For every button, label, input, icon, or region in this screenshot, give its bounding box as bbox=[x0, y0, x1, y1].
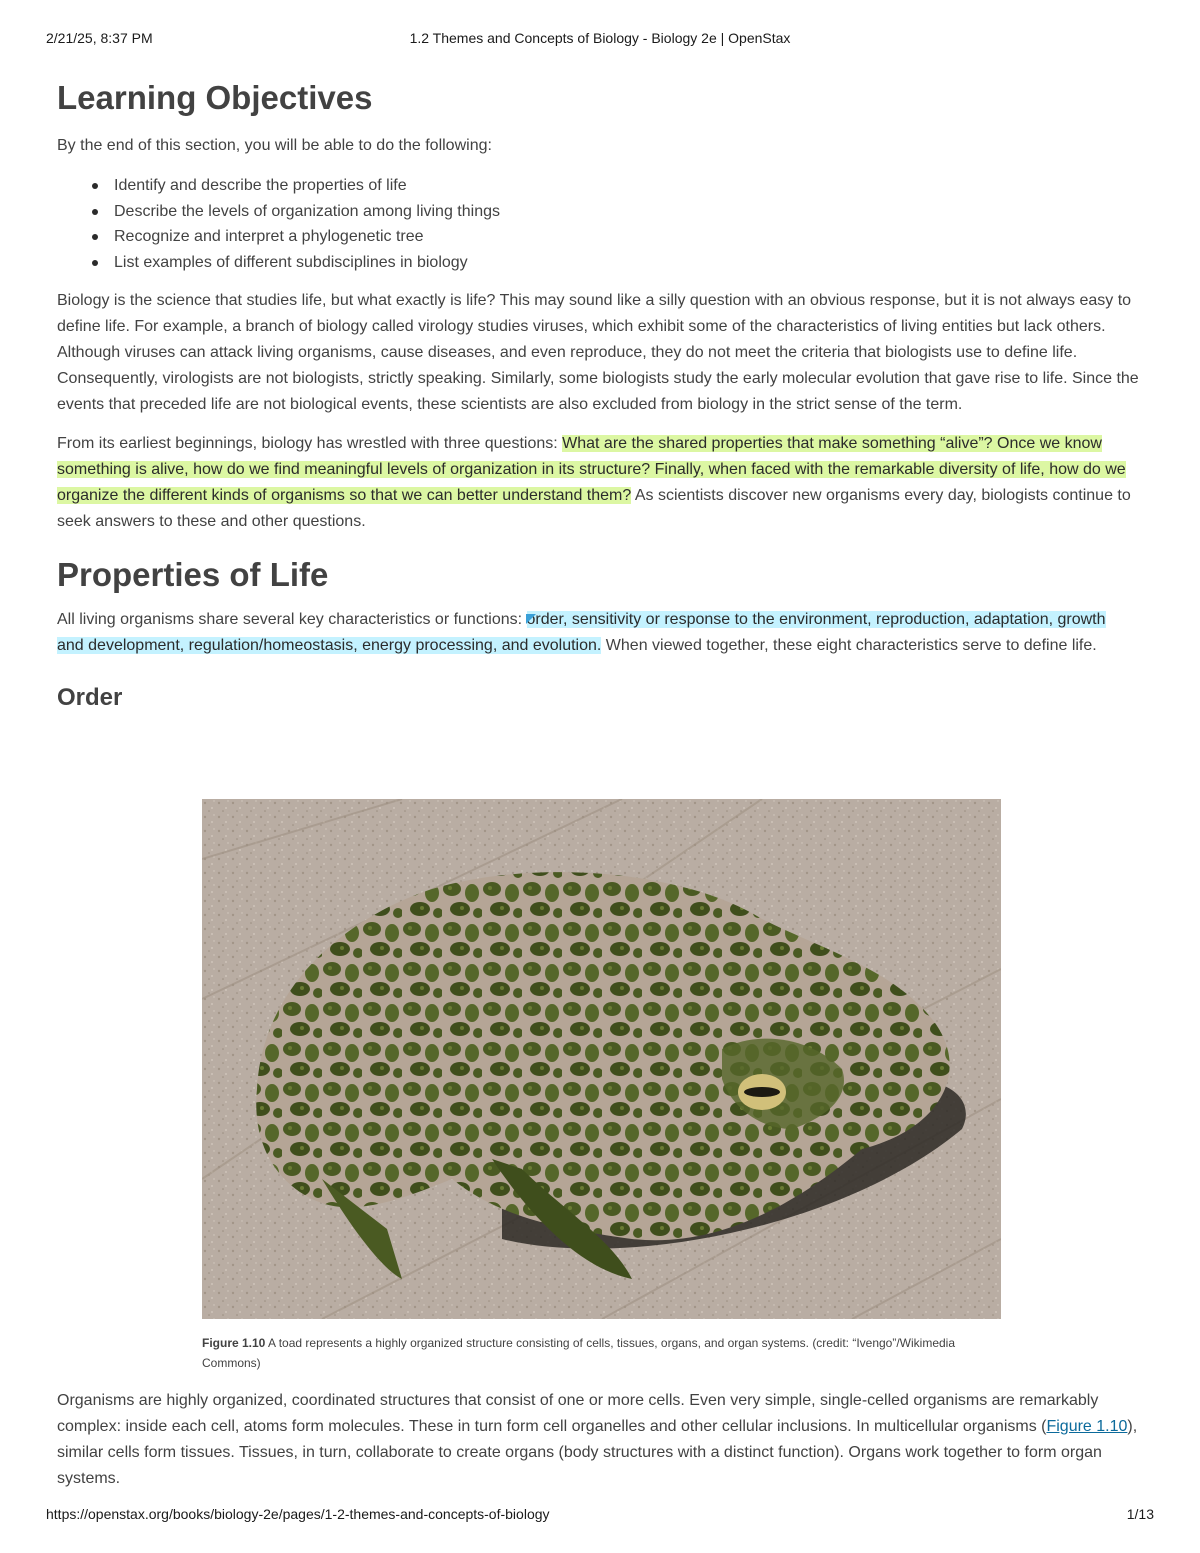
organisms-paragraph bbox=[57, 1388, 1147, 1492]
print-url: https://openstax.org/books/biology-2e/pages/1-2-themes-and-concepts-of-biology bbox=[46, 1506, 550, 1522]
objective-item: Describe the levels of organization among living things bbox=[114, 199, 1147, 225]
biology-definition-paragraph: Biology is the science that studies life, but what exactly is life? This may sound like a silly question with an obvious response, but it is not always easy to define life. For example, a branch of biology called virology studies viruses, which exhibit some of the characteristics of living entities but lack others. Although viruses can attack living organisms, cause diseases, and even reproduce, they do not meet the criteria that biologists use to define life. Consequently, virologists are not biologists, strictly speaking. Similarly, some biologists study the early molecular evolution that gave rise to life. Since the events that preceded life are not biological events, these scientists are also excluded from biology in the strict sense of the term. bbox=[57, 292, 1139, 413]
highlighted-properties[interactable]: order, sensitivity or response to the environment, reproduction, adaptation, growth and development, regulation/homeostasis, energy processing, and evolution. bbox=[57, 611, 1106, 654]
print-header bbox=[46, 30, 1154, 50]
properties-intro-text: All living organisms share several key characteristics or functions: bbox=[57, 611, 527, 628]
print-page-title: 1.2 Themes and Concepts of Biology - Biology 2e | OpenStax bbox=[409, 30, 791, 46]
questions-outro-text: As scientists discover new organisms every day, biologists continue to seek answers to these and other questions. bbox=[57, 487, 1131, 530]
highlighted-questions[interactable]: What are the shared properties that make something “alive”? Once we know something is alive, how do we find meaningful levels of organization in its structure? Finally, when faced with the remarkable diversity of life, how do we organize the different kinds of organisms so that we can better understand them? bbox=[57, 435, 1126, 504]
learning-objectives-heading: Learning Objectives bbox=[57, 79, 373, 116]
organisms-text-before: Organisms are highly organized, coordinated structures that consist of one or more cells. Even very simple, single-celled organisms are remarkably complex: inside each cell, atoms form molecules. These in turn form cell organelles and other cellular inclusions. In multicellular organisms ( bbox=[57, 1392, 1099, 1435]
properties-paragraph bbox=[57, 607, 1117, 659]
objective-item: Recognize and interpret a phylogenetic tree bbox=[114, 224, 1147, 250]
figure-label: Figure 1.10 bbox=[202, 1336, 266, 1350]
objectives-intro: By the end of this section, you will be able to do the following: bbox=[57, 137, 492, 154]
questions-intro-text: From its earliest beginnings, biology has wrestled with three questions: bbox=[57, 435, 563, 452]
toad-photo bbox=[202, 799, 1001, 1319]
print-page-number: 1/13 bbox=[1126, 1506, 1154, 1522]
figure-caption bbox=[202, 1333, 1002, 1373]
figure-caption-text: A toad represents a highly organized structure consisting of cells, tissues, organs, and organ systems. (credit: “Ivengo”/Wikimedia Commons) bbox=[202, 1336, 956, 1370]
figure-1-10-link[interactable]: Figure 1.10 bbox=[1046, 1418, 1128, 1435]
main-content bbox=[57, 78, 1147, 713]
order-heading: Order bbox=[57, 684, 123, 711]
three-questions-paragraph bbox=[57, 431, 1149, 535]
organisms-section bbox=[57, 1388, 1147, 1492]
print-footer bbox=[46, 1506, 1154, 1526]
print-date: 2/21/25, 8:37 PM bbox=[46, 30, 153, 46]
objective-item: Identify and describe the properties of life bbox=[114, 173, 1147, 199]
objectives-list bbox=[57, 173, 1147, 275]
properties-outro-text: When viewed together, these eight characteristics serve to define life. bbox=[601, 637, 1097, 654]
properties-of-life-heading: Properties of Life bbox=[57, 556, 329, 593]
objective-item: List examples of different subdisciplines in biology bbox=[114, 250, 1147, 276]
organisms-text-after: ), similar cells form tissues. Tissues, in turn, collaborate to create organs (body structures with a distinct function). Organs work together to form organ systems. bbox=[57, 1418, 1138, 1487]
